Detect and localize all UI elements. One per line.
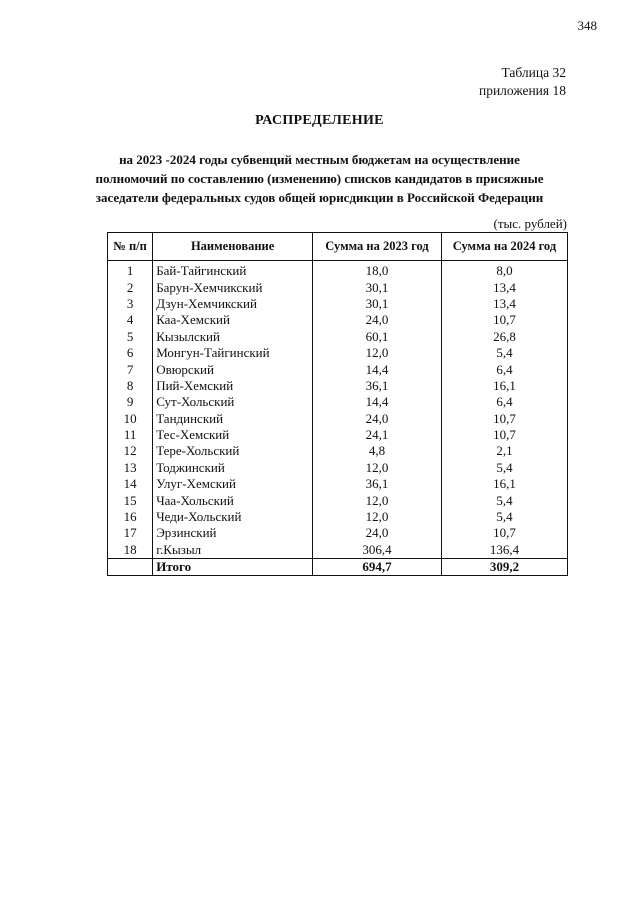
row-sum-2024: 2,1: [441, 443, 567, 459]
subtitle-line2: полномочий по составлению (изменению) списков кандидатов в присяжные: [95, 171, 544, 186]
row-sum-2024: 8,0: [441, 261, 567, 280]
table-ref-line2: приложения 18: [478, 83, 566, 98]
row-sum-2024: 6,4: [441, 361, 567, 377]
table-row: [108, 509, 568, 525]
row-number: 18: [108, 542, 153, 559]
page-number: 348: [577, 18, 597, 33]
row-sum-2023: 12,0: [313, 509, 442, 525]
row-number: 14: [108, 476, 153, 492]
row-sum-2023: 14,4: [313, 361, 442, 377]
row-sum-2023: 306,4: [313, 542, 442, 559]
table-row: [108, 345, 568, 361]
row-sum-2023: 30,1: [313, 279, 442, 295]
row-number: 2: [108, 279, 153, 295]
row-number: 4: [108, 312, 153, 328]
row-sum-2024: 5,4: [441, 460, 567, 476]
document-title: РАСПРЕДЕЛЕНИЕ: [255, 113, 384, 128]
table-row: [108, 279, 568, 295]
table-row: [108, 394, 568, 410]
row-name: Сут-Хольский: [153, 394, 313, 410]
row-sum-2023: 12,0: [313, 460, 442, 476]
total-label: Итого: [153, 559, 313, 576]
row-number: 6: [108, 345, 153, 361]
table-row: [108, 411, 568, 427]
row-name: Каа-Хемский: [153, 312, 313, 328]
row-name: Эрзинский: [153, 525, 313, 541]
row-name: г.Кызыл: [153, 542, 313, 559]
table-ref-line1: Таблица 32: [501, 65, 566, 80]
header-number: № п/п: [108, 233, 153, 261]
row-sum-2023: 30,1: [313, 296, 442, 312]
subtitle-line1: на 2023 -2024 годы субвенций местным бюджетам на осуществление: [119, 152, 520, 167]
row-sum-2023: 12,0: [313, 345, 442, 361]
row-number: 8: [108, 378, 153, 394]
row-sum-2024: 16,1: [441, 378, 567, 394]
table-row: [108, 427, 568, 443]
row-sum-2024: 16,1: [441, 476, 567, 492]
header-sum-2023: Сумма на 2023 год: [313, 233, 442, 261]
row-sum-2023: 36,1: [313, 378, 442, 394]
row-sum-2023: 24,0: [313, 525, 442, 541]
row-name: Кызылский: [153, 329, 313, 345]
row-sum-2023: 14,4: [313, 394, 442, 410]
document-subtitle: [0, 150, 639, 207]
row-sum-2023: 60,1: [313, 329, 442, 345]
row-sum-2023: 24,0: [313, 312, 442, 328]
row-name: Дзун-Хемчикский: [153, 296, 313, 312]
subtitle-line3: заседатели федеральных судов общей юрисдикции в Российской Федерации: [95, 190, 544, 205]
row-number: 12: [108, 443, 153, 459]
row-name: Чеди-Хольский: [153, 509, 313, 525]
row-name: Тере-Хольский: [153, 443, 313, 459]
row-sum-2024: 10,7: [441, 427, 567, 443]
row-sum-2023: 24,0: [313, 411, 442, 427]
table-row: [108, 261, 568, 280]
row-sum-2024: 10,7: [441, 312, 567, 328]
row-sum-2024: 6,4: [441, 394, 567, 410]
table-row: [108, 525, 568, 541]
total-sum-2024: 309,2: [441, 559, 567, 576]
row-number: 7: [108, 361, 153, 377]
table-row: [108, 329, 568, 345]
row-number: 17: [108, 525, 153, 541]
total-sum-2023: 694,7: [313, 559, 442, 576]
row-number: 5: [108, 329, 153, 345]
row-name: Тес-Хемский: [153, 427, 313, 443]
row-name: Улуг-Хемский: [153, 476, 313, 492]
table-row: [108, 361, 568, 377]
row-sum-2024: 13,4: [441, 279, 567, 295]
row-name: Пий-Хемский: [153, 378, 313, 394]
row-sum-2023: 36,1: [313, 476, 442, 492]
row-number: 9: [108, 394, 153, 410]
table-row: [108, 312, 568, 328]
row-sum-2024: 26,8: [441, 329, 567, 345]
table-reference: [479, 64, 566, 100]
table-row: [108, 460, 568, 476]
table-total-row: [108, 559, 568, 576]
table-row: [108, 296, 568, 312]
row-sum-2024: 13,4: [441, 296, 567, 312]
distribution-table: [107, 232, 568, 576]
row-name: Тандинский: [153, 411, 313, 427]
row-name: Монгун-Тайгинский: [153, 345, 313, 361]
row-number: 11: [108, 427, 153, 443]
total-number: [108, 559, 153, 576]
row-name: Барун-Хемчикский: [153, 279, 313, 295]
row-number: 1: [108, 261, 153, 280]
table-row: [108, 492, 568, 508]
units-label: (тыс. рублей): [493, 216, 567, 231]
row-number: 13: [108, 460, 153, 476]
header-name: Наименование: [153, 233, 313, 261]
row-number: 15: [108, 492, 153, 508]
table-row: [108, 476, 568, 492]
row-name: Бай-Тайгинский: [153, 261, 313, 280]
row-number: 3: [108, 296, 153, 312]
table-body: [108, 261, 568, 576]
table-header-row: [108, 233, 568, 261]
row-sum-2024: 10,7: [441, 525, 567, 541]
row-name: Овюрский: [153, 361, 313, 377]
row-sum-2024: 5,4: [441, 345, 567, 361]
row-name: Чаа-Хольский: [153, 492, 313, 508]
row-sum-2024: 5,4: [441, 509, 567, 525]
header-sum-2024: Сумма на 2024 год: [441, 233, 567, 261]
row-sum-2023: 4,8: [313, 443, 442, 459]
table-row: [108, 378, 568, 394]
row-sum-2024: 10,7: [441, 411, 567, 427]
row-number: 16: [108, 509, 153, 525]
row-sum-2023: 24,1: [313, 427, 442, 443]
row-sum-2024: 136,4: [441, 542, 567, 559]
row-number: 10: [108, 411, 153, 427]
table-row: [108, 542, 568, 559]
table-row: [108, 443, 568, 459]
row-sum-2023: 18,0: [313, 261, 442, 280]
row-name: Тоджинский: [153, 460, 313, 476]
row-sum-2024: 5,4: [441, 492, 567, 508]
row-sum-2023: 12,0: [313, 492, 442, 508]
